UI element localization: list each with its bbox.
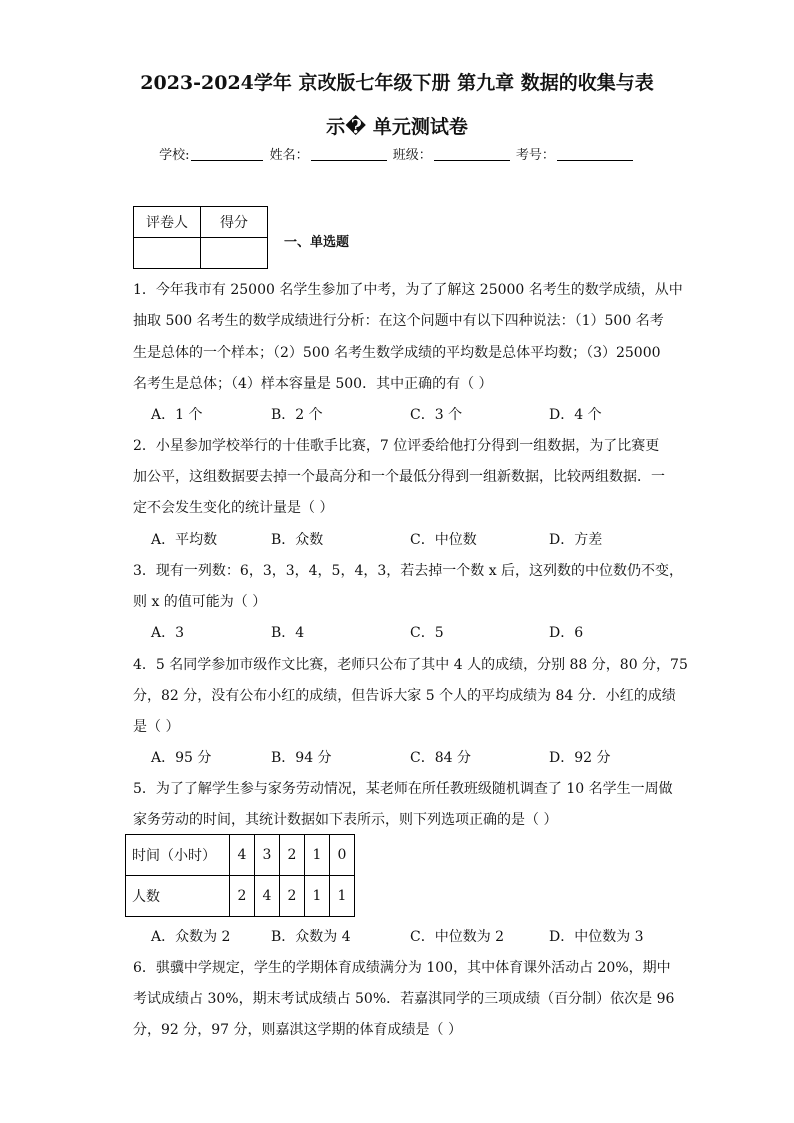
q4-line-3: 是（ ）	[133, 719, 180, 735]
q5-option-c[interactable]: C．中位数为 2	[410, 929, 505, 945]
q4-line-1: 4．5 名同学参加市级作文比赛，老师只公布了其中 4 人的成绩，分别 88 分，80 分，75	[133, 657, 688, 673]
q5-line-1: 5．为了了解学生参与家务劳动情况，某老师在所任教班级随机调查了 10 名学生一周做	[133, 781, 673, 797]
table-cell: 4	[255, 876, 280, 917]
q2-option-a[interactable]: A．平均数	[151, 532, 218, 548]
q6-line-2: 考试成绩占 30%，期末考试成绩占 50%．若嘉淇同学的三项成绩（百分制）依次是 96	[133, 991, 675, 1007]
q4-option-a[interactable]: A．95 分	[151, 750, 212, 766]
q3-line-1: 3．现有一列数：6，3，3，4，5，4，3，若去掉一个数 x 后，这列数的中位数仍不变，	[133, 563, 684, 579]
q2-option-d[interactable]: D．方差	[549, 532, 603, 548]
q1-option-b[interactable]: B．2 个	[271, 407, 323, 423]
q6-line-3: 分，92 分，97 分，则嘉淇这学期的体育成绩是（ ）	[133, 1022, 462, 1038]
table-cell: 2	[280, 876, 305, 917]
q5-data-table	[125, 834, 355, 917]
q1-line-2: 抽取 500 名考生的数学成绩进行分析：在这个问题中有以下四种说法：（1）500 名考	[133, 313, 664, 329]
q1-line-1: 1．今年我市有 25000 名学生参加了中考，为了了解这 25000 名考生的数学成绩，从中	[133, 282, 683, 298]
q5-line-2: 家务劳动的时间，其统计数据如下表所示，则下列选项正确的是（ ）	[133, 812, 558, 828]
q5-option-d[interactable]: D．中位数为 3	[549, 929, 644, 945]
name-label: 姓名：	[269, 148, 309, 163]
exam-number-label: 考号：	[515, 148, 555, 163]
grader-header: 评卷人	[134, 207, 201, 238]
class-label: 班级：	[392, 148, 432, 163]
score-cell	[201, 238, 268, 269]
table-cell: 时间（小时）	[126, 835, 230, 876]
class-blank[interactable]	[434, 148, 510, 161]
q1-line-4: 名考生是总体；（4）样本容量是 500．其中正确的有（ ）	[133, 376, 493, 392]
q5-option-a[interactable]: A．众数为 2	[151, 929, 231, 945]
q2-line-1: 2．小星参加学校举行的十佳歌手比赛，7 位评委给他打分得到一组数据，为了比赛更	[133, 438, 660, 454]
section-title: 一、单选题	[284, 235, 350, 250]
table-row	[126, 835, 355, 876]
school-blank[interactable]	[191, 148, 263, 161]
q4-option-b[interactable]: B．94 分	[271, 750, 332, 766]
table-cell: 1	[305, 876, 330, 917]
table-cell: 人数	[126, 876, 230, 917]
table-cell: 0	[330, 835, 355, 876]
q4-option-d[interactable]: D．92 分	[549, 750, 611, 766]
q2-option-b[interactable]: B．众数	[271, 532, 324, 548]
student-info-line	[0, 144, 794, 163]
exam-number-blank[interactable]	[557, 148, 633, 161]
grader-cell	[134, 238, 201, 269]
page-title-line-2: 示� 单元测试卷	[326, 116, 468, 138]
q4-line-2: 分，82 分，没有公布小红的成绩，但告诉大家 5 个人的平均成绩为 84 分．小红的成绩	[133, 688, 676, 704]
table-cell: 1	[305, 835, 330, 876]
name-blank[interactable]	[311, 148, 387, 161]
school-label: 学校:	[159, 148, 190, 163]
q3-option-a[interactable]: A．3	[151, 625, 185, 641]
q1-option-a[interactable]: A．1 个	[151, 407, 203, 423]
q1-option-c[interactable]: C．3 个	[410, 407, 463, 423]
q1-line-3: 生是总体的一个样本；（2）500 名考生数学成绩的平均数是总体平均数；（3）25000	[133, 345, 661, 361]
q3-option-c[interactable]: C．5	[410, 625, 444, 641]
table-cell: 2	[280, 835, 305, 876]
q4-option-c[interactable]: C．84 分	[410, 750, 471, 766]
q3-option-d[interactable]: D．6	[549, 625, 584, 641]
page-title-line-1: 2023-2024学年 京改版七年级下册 第九章 数据的收集与表	[140, 72, 654, 94]
table-cell: 1	[330, 876, 355, 917]
q3-option-b[interactable]: B．4	[271, 625, 305, 641]
q6-line-1: 6．骐骥中学规定，学生的学期体育成绩满分为 100，其中体育课外活动占 20%，期中	[133, 960, 671, 976]
table-cell: 4	[230, 835, 255, 876]
table-cell: 3	[255, 835, 280, 876]
q3-line-2: 则 x 的值可能为（ ）	[133, 594, 267, 610]
q2-line-2: 加公平，这组数据要去掉一个最高分和一个最低分得到一组新数据，比较两组数据．一	[133, 469, 665, 485]
q5-option-b[interactable]: B．众数为 4	[271, 929, 351, 945]
q2-option-c[interactable]: C．中位数	[410, 532, 477, 548]
q2-line-3: 定不会发生变化的统计量是（ ）	[133, 500, 334, 516]
score-header: 得分	[201, 207, 268, 238]
table-row	[126, 876, 355, 917]
table-cell: 2	[230, 876, 255, 917]
score-table	[133, 206, 268, 269]
q1-option-d[interactable]: D．4 个	[549, 407, 602, 423]
